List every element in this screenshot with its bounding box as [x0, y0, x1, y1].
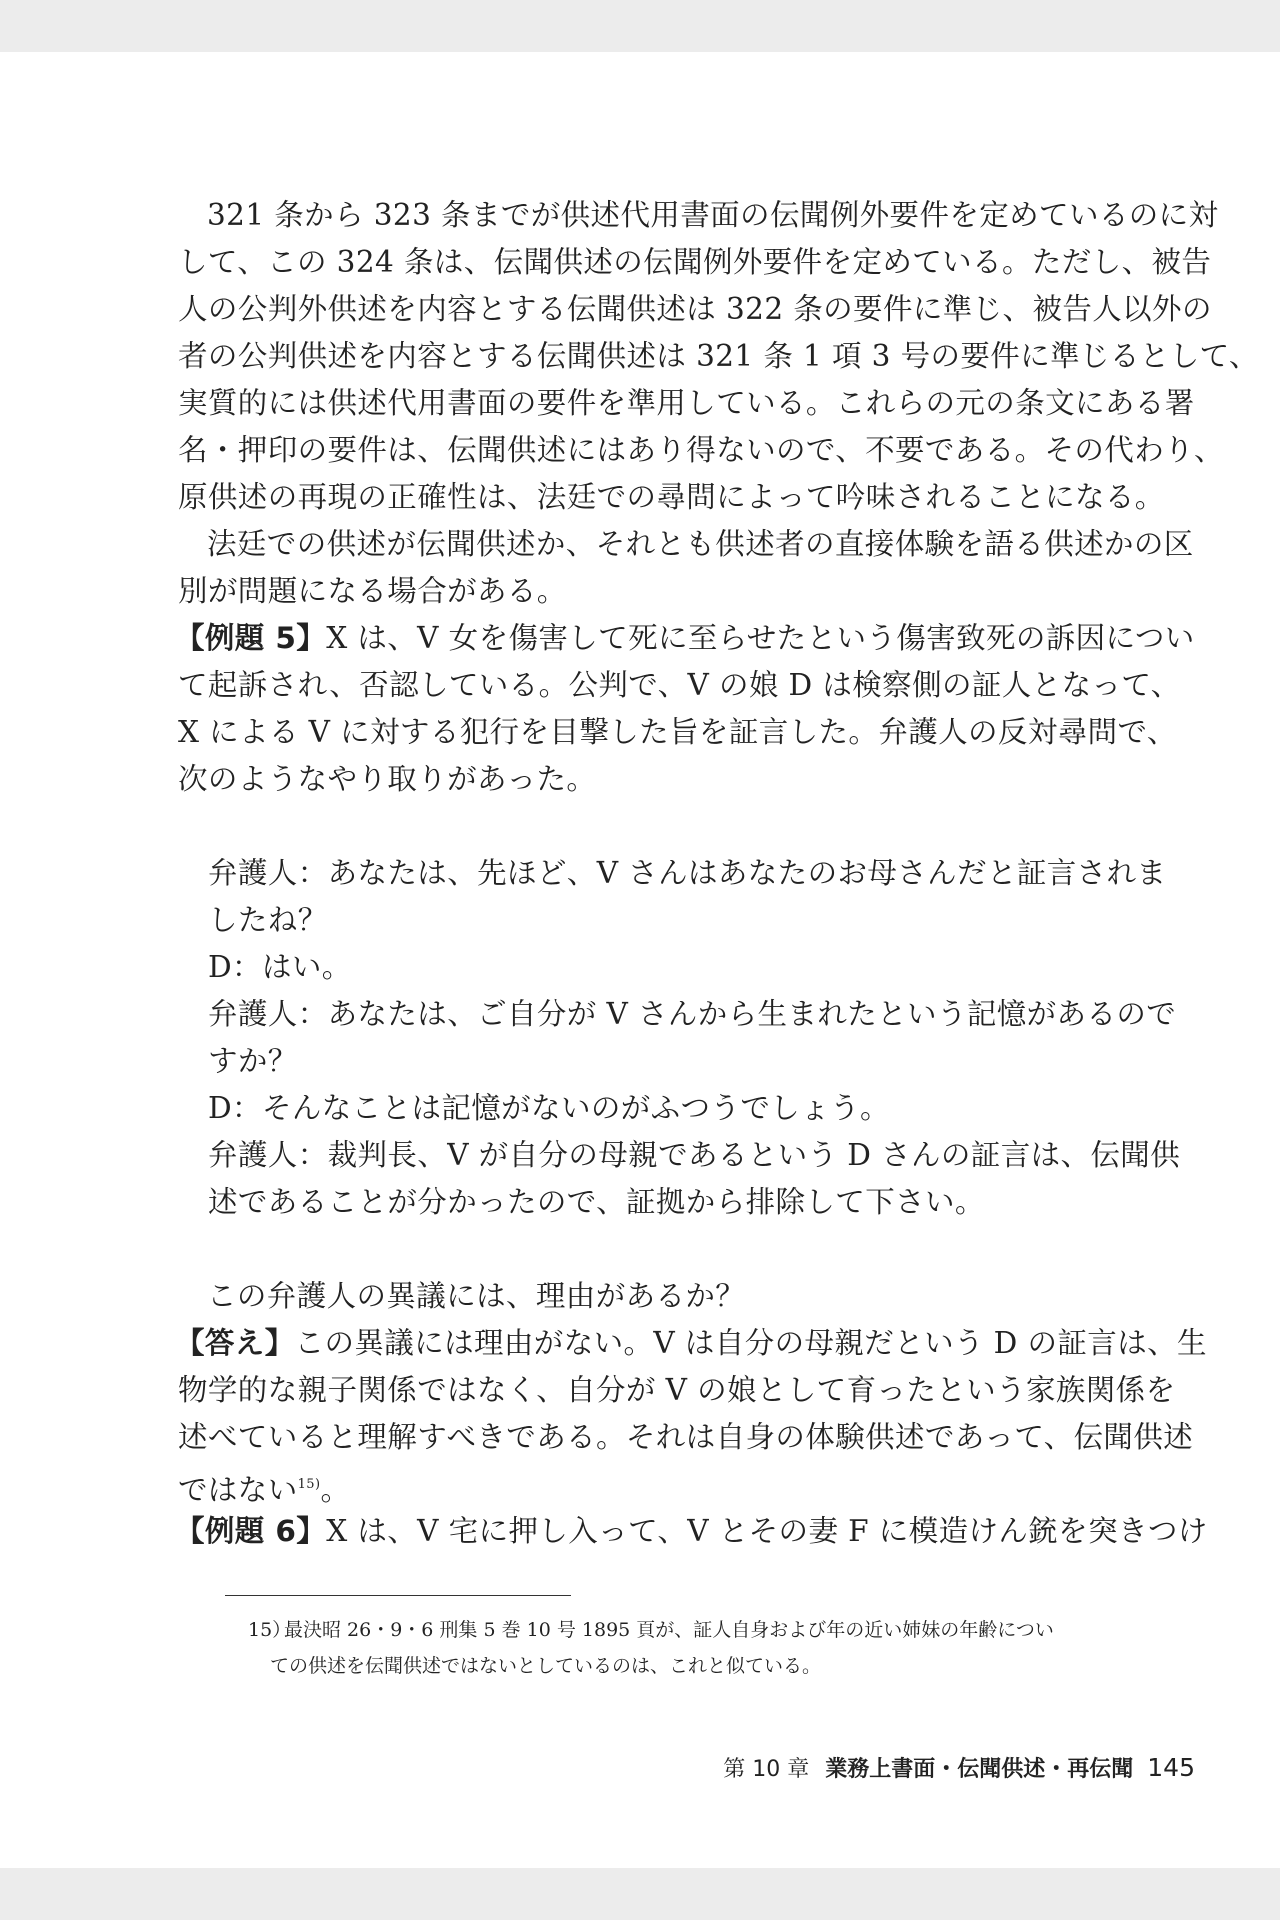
- chapter-title: 業務上書面・伝聞供述・再伝聞: [825, 1757, 1134, 1782]
- paragraph-line: て起訴され、否認している。公判で、V の娘 D は検察側の証人となって、: [178, 668, 1181, 702]
- example-6-heading: 【例題 6】: [175, 1514, 327, 1548]
- paragraph-line: 者の公判供述を内容とする伝聞供述は 321 条 1 項 3 号の要件に準じるとして、: [178, 339, 1259, 373]
- paragraph-line: [178, 1461, 1138, 1508]
- answer-end-text: ではない: [178, 1473, 298, 1507]
- paragraph-line: 原供述の再現の正確性は、法廷での尋問によって吟味されることになる。: [178, 480, 1165, 514]
- top-margin-bar: [0, 0, 1280, 52]
- dialogue-line: D：はい。: [208, 950, 352, 984]
- paragraph-line: 人の公判外供述を内容とする伝聞供述は 322 条の要件に準じ、被告人以外の: [178, 292, 1212, 326]
- paragraph-line: 法廷での供述が伝聞供述か、それとも供述者の直接体験を語る供述かの区: [207, 527, 1194, 561]
- paragraph-line: 次のようなやり取りがあった。: [178, 762, 597, 796]
- footnote: [248, 1612, 1148, 1684]
- dialogue-line: D：そんなことは記憶がないのがふつうでしょう。: [208, 1091, 890, 1125]
- blank-line: [178, 1226, 1138, 1273]
- footnote-number: 15）: [248, 1619, 292, 1641]
- paragraph-line: 321 条から 323 条までが供述代用書面の伝聞例外要件を定めているのに対: [207, 198, 1219, 232]
- book-page: [0, 52, 1280, 1868]
- running-footer: [723, 1752, 1195, 1783]
- chapter-label: 第 10 章: [723, 1757, 810, 1782]
- paragraph-line: 実質的には供述代用書面の要件を準用している。これらの元の条文にある署: [178, 386, 1195, 420]
- dialogue-line: すか？: [208, 1044, 298, 1078]
- answer-end-punct: 。: [320, 1473, 351, 1507]
- dialogue-line: 弁護人：あなたは、ご自分が V さんから生まれたという記憶があるので: [208, 997, 1177, 1031]
- dialogue-line: したね？: [208, 903, 328, 937]
- footnote-text: 最決昭 26・9・6 刑集 5 巻 10 号 1895 頁が、証人自身および年の近い姉妹の年齢につい: [284, 1619, 1054, 1641]
- paragraph-line: 述べていると理解すべきである。それは自身の体験供述であって、伝聞供述: [178, 1420, 1194, 1454]
- paragraph-line: 物学的な親子関係ではなく、自分が V の娘として育ったという家族関係を: [178, 1373, 1176, 1407]
- dialogue-line: 弁護人：あなたは、先ほど、V さんはあなたのお母さんだと証言されま: [208, 856, 1167, 890]
- example-6-line: [175, 1508, 1208, 1555]
- footnote-divider: [225, 1595, 571, 1596]
- footnote-line: ての供述を伝聞供述ではないとしているのは、これと似ている。: [270, 1655, 822, 1677]
- paragraph-line: 別が問題になる場合がある。: [178, 574, 567, 608]
- bottom-margin-bar: [0, 1868, 1280, 1920]
- blank-line: [178, 803, 1138, 850]
- dialogue-line: 弁護人：裁判長、V が自分の母親であるという D さんの証言は、伝聞供: [208, 1138, 1181, 1172]
- paragraph-line: して、この 324 条は、伝聞供述の伝聞例外要件を定めている。ただし、被告: [178, 245, 1212, 279]
- question-line: この弁護人の異議には、理由があるか？: [207, 1279, 746, 1313]
- footnote-line: [248, 1612, 1148, 1648]
- example-5-heading: 【例題 5】: [175, 621, 327, 655]
- paragraph-line: 名・押印の要件は、伝聞供述にはあり得ないので、不要である。その代わり、: [178, 433, 1224, 467]
- body-text: [175, 192, 1259, 1555]
- answer-line: [175, 1320, 1207, 1367]
- example-5-text: X は、V 女を傷害して死に至らせたという傷害致死の訴因につい: [326, 621, 1195, 655]
- footnote-reference: 15): [297, 1477, 321, 1492]
- example-6-text: X は、V 宅に押し入って、V とその妻 F に模造けん銃を突きつけ: [326, 1514, 1208, 1548]
- answer-heading: 【答え】: [175, 1326, 295, 1360]
- paragraph-line: X による V に対する犯行を目撃した旨を証言した。弁護人の反対尋問で、: [178, 715, 1177, 749]
- example-5-line: [175, 615, 1195, 662]
- page-number: 145: [1147, 1753, 1195, 1782]
- dialogue-line: 述であることが分かったので、証拠から排除して下さい。: [208, 1185, 985, 1219]
- answer-text: この異議には理由がない。V は自分の母親だという D の証言は、生: [294, 1326, 1207, 1360]
